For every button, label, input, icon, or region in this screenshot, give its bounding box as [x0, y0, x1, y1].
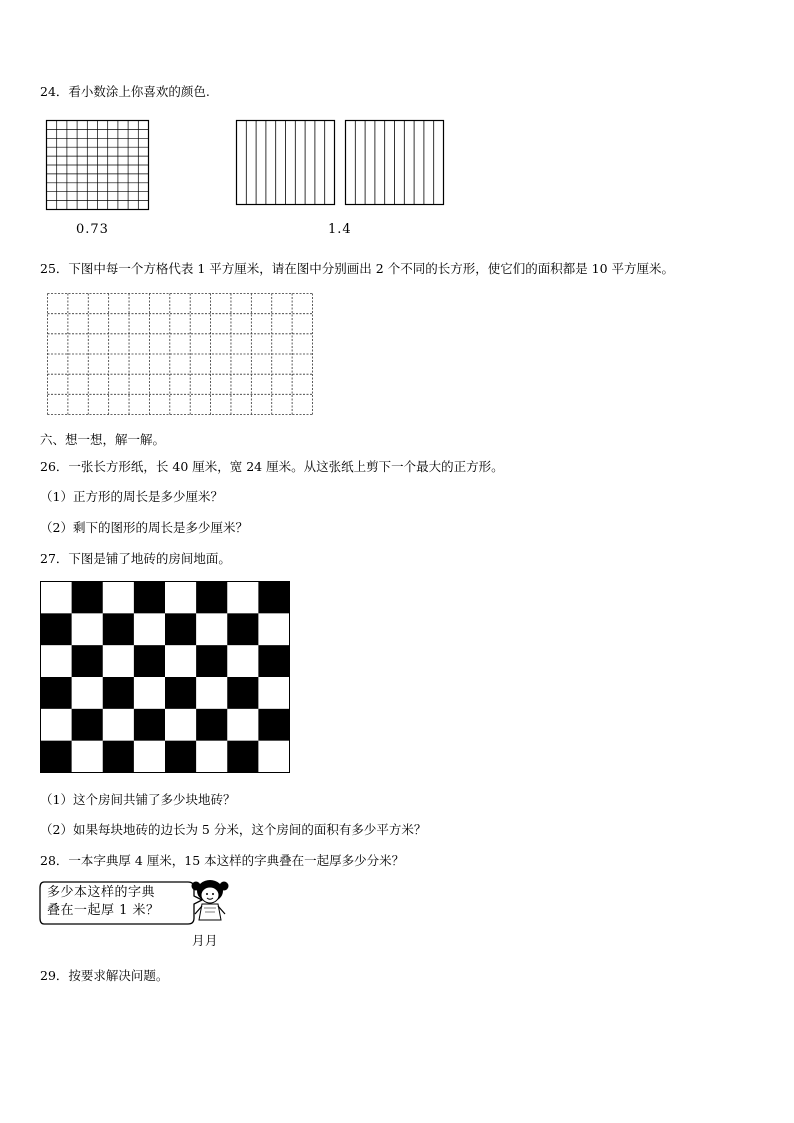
- black-tile: [165, 677, 196, 709]
- black-tile: [196, 582, 227, 614]
- black-tile: [134, 582, 165, 614]
- dashed-square-grid[interactable]: [47, 293, 313, 415]
- black-tile: [227, 741, 258, 773]
- q25-text: 25．下图中每一个方格代表 1 平方厘米，请在图中分别画出 2 个不同的长方形，使它们的面积都是 10 平方厘米。: [40, 261, 675, 276]
- q27-sub1: （1）这个房间共铺了多少块地砖？: [40, 792, 236, 807]
- q24-text: 24．看小数涂上你喜欢的颜色.: [40, 84, 210, 99]
- black-tile: [227, 677, 258, 709]
- black-tile: [103, 677, 134, 709]
- black-tile: [72, 645, 103, 677]
- q29-text: 29．按要求解决问题。: [40, 968, 169, 983]
- bubble-line-2: 叠在一起厚 1 米？: [47, 903, 160, 918]
- girl-figure: [190, 878, 230, 934]
- black-tile: [134, 645, 165, 677]
- black-tile: [41, 613, 72, 645]
- q26-sub1: （1）正方形的周长是多少厘米？: [40, 489, 223, 504]
- tenth-strips-2[interactable]: [345, 120, 444, 205]
- black-tile: [103, 741, 134, 773]
- character-name: 月月: [192, 933, 219, 948]
- black-tile: [165, 741, 196, 773]
- black-tile: [72, 582, 103, 614]
- black-tile: [196, 709, 227, 741]
- black-tile: [258, 709, 289, 741]
- section-heading: 六、想一想，解一解。: [40, 432, 166, 447]
- q28-text: 28．一本字典厚 4 厘米，15 本这样的字典叠在一起厚多少分米？: [40, 853, 405, 868]
- checkerboard-floor: [40, 581, 290, 773]
- black-tile: [165, 613, 196, 645]
- tenth-strips-1[interactable]: [236, 120, 335, 205]
- q26-sub2: （2）剩下的图形的周长是多少厘米？: [40, 520, 248, 535]
- q26-text: 26．一张长方形纸，长 40 厘米，宽 24 厘米。从这张纸上剪下一个最大的正方形。: [40, 459, 504, 474]
- hundred-grid[interactable]: [46, 120, 149, 210]
- black-tile: [103, 613, 134, 645]
- black-tile: [72, 709, 103, 741]
- q27-sub2: （2）如果每块地砖的边长为 5 分米，这个房间的面积有多少平方米？: [40, 822, 427, 837]
- black-tile: [196, 645, 227, 677]
- bubble-line-1: 多少本这样的字典: [47, 885, 156, 900]
- black-tile: [258, 582, 289, 614]
- black-tile: [41, 741, 72, 773]
- label-0-73: 0.73: [76, 222, 109, 237]
- label-1-4: 1.4: [328, 222, 352, 237]
- q27-text: 27．下图是铺了地砖的房间地面。: [40, 551, 231, 566]
- black-tile: [227, 613, 258, 645]
- black-tile: [134, 709, 165, 741]
- black-tile: [41, 677, 72, 709]
- black-tile: [258, 645, 289, 677]
